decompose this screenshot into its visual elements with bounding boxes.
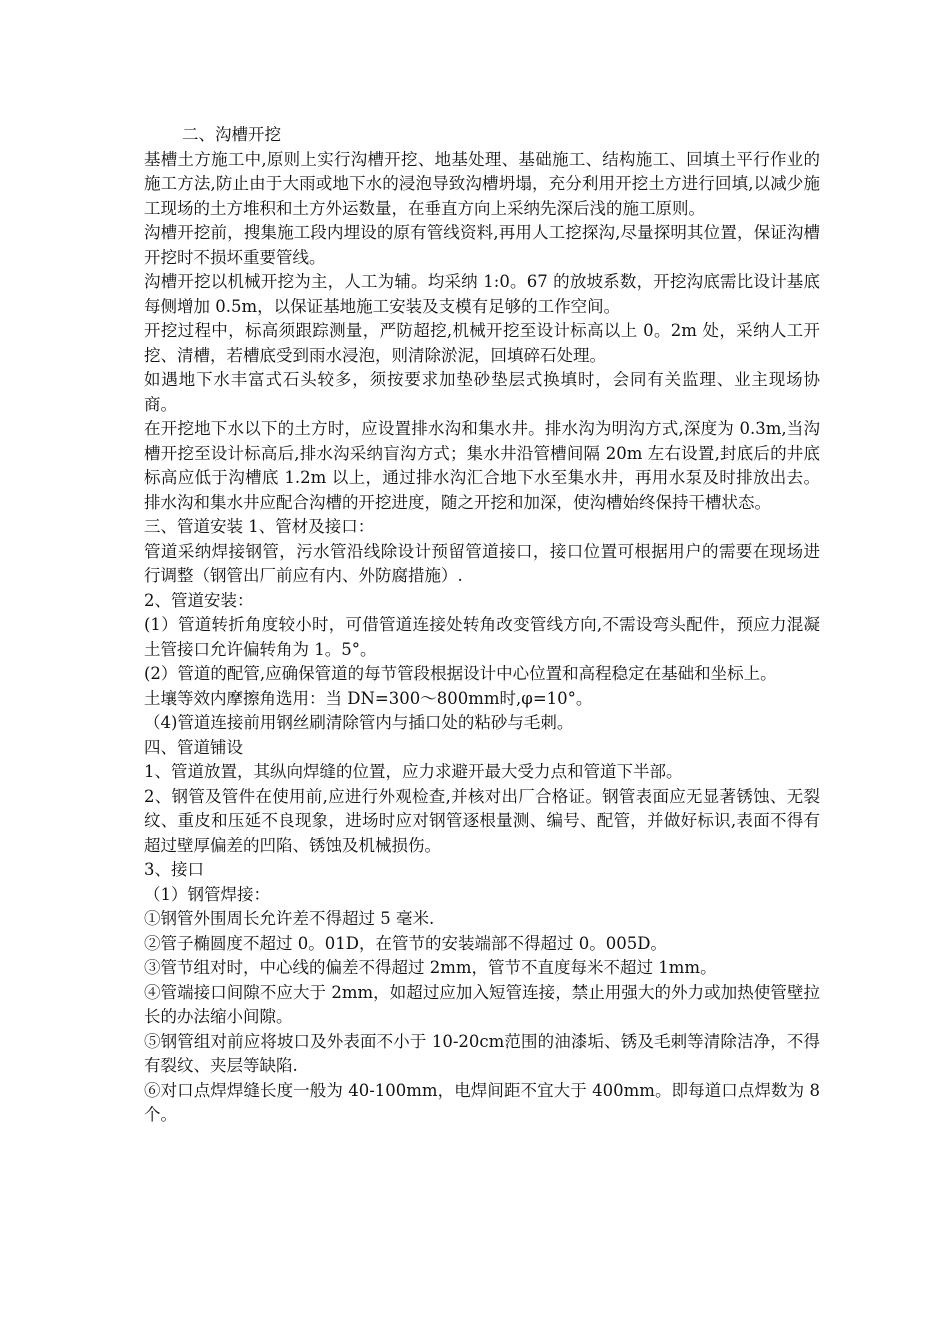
list-item: (2）管道的配管,应确保管道的每节管段根据设计中心位置和高程稳定在基础和坐标上。 [144,664,777,683]
section-heading-pipe-installation: 三、管道安装 1、管材及接口： [144,517,375,536]
list-item: 2、钢管及管件在使用前,应进行外观检查,并核对出厂合格证。钢管表面应无显著锈蚀、无裂纹、重皮和压延不良现象，进场时应对钢管逐根量测、编号、配管，并做好标识,表面不得有超过壁厚偏差的凹陷、锈蚀及机械损伤。 [144,786,820,855]
list-item: 1、管道放置，其纵向焊缝的位置，应力求避开最大受力点和管道下半部。 [144,762,683,781]
list-item: ⑤钢管组对前应将坡口及外表面不小于 10-20cm范围的油漆垢、锈及毛刺等清除洁净，不得有裂纹、夹层等缺陷. [144,1031,820,1075]
list-item: ②管子椭圆度不超过 0。01D，在管节的安装端部不得超过 0。005D。 [144,933,667,953]
paragraph: 基槽土方施工中,原则上实行沟槽开挖、地基处理、基础施工、结构施工、回填土平行作业的施工方法,防止由于大雨或地下水的浸泡导致沟槽坍塌，充分利用开挖土方进行回填,以减少施工现场的土方堆积和土方外运数量，在垂直方向上采纳先深后浅的施工原则。 [144,149,820,218]
paragraph: 土壤等效内摩擦角选用：当 DN=300～800mm时,φ=10°。 [144,688,593,708]
list-item: （4)管道连接前用钢丝刷清除管内与插口处的粘砂与毛刺。 [144,713,574,732]
subheading: 2、管道安装： [144,590,254,610]
subheading: 3、接口 [144,860,204,879]
paragraph: 在开挖地下水以下的土方时，应设置排水沟和集水井。排水沟为明沟方式,深度为 0.3m,当沟槽开挖至设计标高后,排水沟采纳盲沟方式；集水井沿管槽间隔 20m 左右设置,封底后的井底标高应低于沟槽底 1.2m 以上，通过排水沟汇合地下水至集水井，再用水泵及时排放出去。排水沟和集水井应配合沟槽的开挖进度，随之开挖和加深，使沟槽始终保持干槽状态。 [144,419,820,512]
subheading: （1）钢管焊接： [144,884,270,904]
list-item: ①钢管外围周长允许差不得超过 5 毫米. [144,909,435,928]
paragraph: 沟槽开挖前，搜集施工段内埋设的原有管线资料,再用人工挖探沟,尽量探明其位置，保证沟槽开挖时不损坏重要管线。 [144,223,820,267]
paragraph: 如遇地下水丰富式石头较多，须按要求加垫砂垫层式换填时，会同有关监理、业主现场协商。 [144,370,820,414]
document-body [144,123,820,1128]
list-item: (1）管道转折角度较小时，可借管道连接处转角改变管线方向,不需设弯头配件，预应力混凝土管接口允许偏转角为 1。5°。 [144,615,820,659]
paragraph: 管道采纳焊接钢管，污水管沿线除设计预留管道接口，接口位置可根据用户的需要在现场进行调整（钢管出厂前应有内、外防腐措施）. [144,541,820,585]
paragraph: 开挖过程中，标高须跟踪测量，严防超挖,机械开挖至设计标高以上 0。2m 处，采纳人工开挖、清槽，若槽底受到雨水浸泡，则清除淤泥，回填碎石处理。 [144,321,820,365]
list-item: ⑥对口点焊焊缝长度一般为 40-100mm，电焊间距不宜大于 400mm。即每道口点焊数为 8 个。 [144,1080,820,1124]
list-item: ④管端接口间隙不应大于 2mm，如超过应加入短管连接，禁止用强大的外力或加热使管壁拉长的办法缩小间隙。 [144,982,820,1026]
section-heading-pipe-laying: 四、管道铺设 [144,737,243,757]
paragraph: 沟槽开挖以机械开挖为主，人工为辅。均采纳 1:0。67 的放坡系数，开挖沟底需比设计基底每侧增加 0.5m，以保证基地施工安装及支模有足够的工作空间。 [144,272,820,316]
list-item: ③管节组对时，中心线的偏差不得超过 2mm，管节不直度每米不超过 1mm。 [144,958,717,977]
section-heading-trench-excavation: 二、沟槽开挖 [182,125,281,144]
